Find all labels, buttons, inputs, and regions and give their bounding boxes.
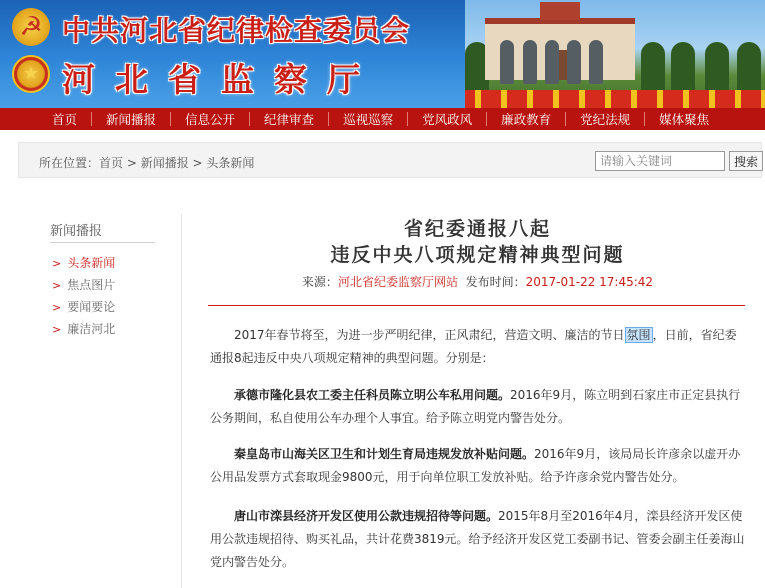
sidebar-item-clean-hebei[interactable] — [52, 318, 115, 340]
breadcrumb-separator: > — [188, 156, 207, 170]
case-text: 2016年9月，该局局长许彦余以虚开办公用品发票方式套取现金9800元，用于向单位职工发放补贴。给予许彦余党内警告处分。 — [210, 447, 741, 484]
tree-shape — [705, 42, 729, 94]
site-subtitle: 河北省监察厅 — [62, 60, 380, 99]
article-intro — [210, 324, 745, 370]
tree-shape — [737, 42, 761, 94]
breadcrumb-home[interactable]: 首页 — [99, 156, 124, 170]
case-text: 2016年9月，陈立明到石家庄市正定县执行公务期间，私自使用公车办理个人事宜。给予陈立明党内警告处分。 — [210, 388, 741, 425]
breadcrumb-headlines[interactable]: 头条新闻 — [206, 156, 255, 170]
highlighted-word: 氛围 — [626, 328, 651, 342]
article-headline: 违反中央八项规定精神典型问题 — [330, 244, 625, 266]
intro-text: 2017年春节将至，为进一步严明纪律，正风肃纪，营造文明、廉洁的节日 — [234, 328, 625, 342]
case-title: 秦皇岛市山海关区卫生和计划生育局违规发放补贴问题。 — [234, 447, 535, 461]
tree-shape — [641, 42, 665, 94]
nav-separator — [486, 112, 487, 126]
sidebar-item-photos[interactable] — [52, 274, 115, 296]
nav-home[interactable]: 首页 — [52, 112, 78, 127]
source-label: 来源： — [301, 275, 338, 289]
sidebar-item-headlines[interactable] — [52, 252, 115, 274]
breadcrumb-separator: > — [123, 156, 141, 170]
case-text: 2015年8月至2016年4月，滦县经济开发区使用公款违规招待、购买礼品，共计花费3819元。给予经济开发区党工委副书记、管委会副主任姜海山党内警告处分。 — [210, 509, 745, 569]
sidebar-item-label: 要闻要论 — [67, 300, 116, 314]
search-input[interactable] — [595, 151, 725, 171]
breadcrumb-news[interactable]: 新闻播报 — [140, 156, 189, 170]
chevron-right-icon: > — [52, 257, 62, 270]
article-date: 2017-01-22 17:45:42 — [525, 275, 654, 289]
nav-info[interactable]: 信息公开 — [185, 112, 236, 127]
statue-shape — [589, 40, 603, 84]
breadcrumb — [39, 154, 254, 171]
sidebar — [40, 214, 182, 588]
search-button[interactable]: 搜索 — [729, 151, 763, 171]
nav-education[interactable]: 廉政教育 — [501, 112, 552, 127]
national-emblem-icon — [12, 55, 50, 93]
site-banner — [0, 0, 765, 108]
sidebar-item-label: 廉洁河北 — [67, 322, 116, 336]
main-nav — [0, 108, 765, 130]
sidebar-divider — [50, 242, 155, 243]
nav-separator — [407, 112, 408, 126]
nav-separator — [170, 112, 171, 126]
party-emblem-icon — [12, 8, 50, 46]
chevron-right-icon: > — [52, 301, 62, 314]
sidebar-list — [52, 252, 115, 340]
nav-separator — [328, 112, 329, 126]
nav-separator — [91, 112, 92, 126]
case-title: 唐山市滦县经济开发区使用公款违规招待等问题。 — [234, 509, 499, 523]
article-source: 河北省纪委监察厅网站 — [337, 275, 458, 289]
banner-photo — [465, 0, 765, 108]
flower-bed — [465, 90, 765, 108]
tree-shape — [671, 42, 695, 94]
sidebar-title: 新闻播报 — [50, 224, 103, 239]
chevron-right-icon: > — [52, 323, 62, 336]
nav-regulations[interactable]: 党纪法规 — [580, 112, 631, 127]
title-divider — [208, 305, 745, 306]
nav-separator — [565, 112, 566, 126]
article-meta — [210, 273, 745, 290]
nav-news[interactable]: 新闻播报 — [106, 112, 157, 127]
chevron-right-icon: > — [52, 279, 62, 292]
sidebar-item-top-news[interactable] — [52, 296, 115, 318]
nav-conduct[interactable]: 党风政风 — [422, 112, 473, 127]
case-paragraph — [210, 505, 745, 574]
statue-shape — [500, 40, 514, 84]
sidebar-item-label: 焦点图片 — [67, 278, 116, 292]
sidebar-item-label: 头条新闻 — [67, 256, 116, 270]
statue-shape — [545, 40, 559, 84]
nav-separator — [644, 112, 645, 126]
case-title: 承德市隆化县农工委主任科员陈立明公车私用问题。 — [234, 388, 511, 402]
location-bar — [18, 142, 762, 178]
article-headline: 省纪委通报八起 — [403, 218, 551, 240]
nav-inspection[interactable]: 巡视巡察 — [343, 112, 394, 127]
date-label: 发布时间： — [465, 275, 526, 289]
nav-media[interactable]: 媒体聚焦 — [659, 112, 710, 127]
statue-shape — [567, 40, 581, 84]
intro-text: ，日前，省纪委通报8起违反中央八项规定精神的典型问题。分别是： — [210, 328, 737, 365]
nav-discipline-review[interactable]: 纪律审查 — [264, 112, 315, 127]
case-paragraph — [210, 384, 745, 430]
nav-separator — [249, 112, 250, 126]
site-title: 中共河北省纪律检查委员会 — [62, 14, 411, 47]
statue-shape — [523, 40, 537, 84]
case-paragraph — [210, 443, 745, 489]
breadcrumb-label: 所在位置： — [39, 156, 100, 170]
